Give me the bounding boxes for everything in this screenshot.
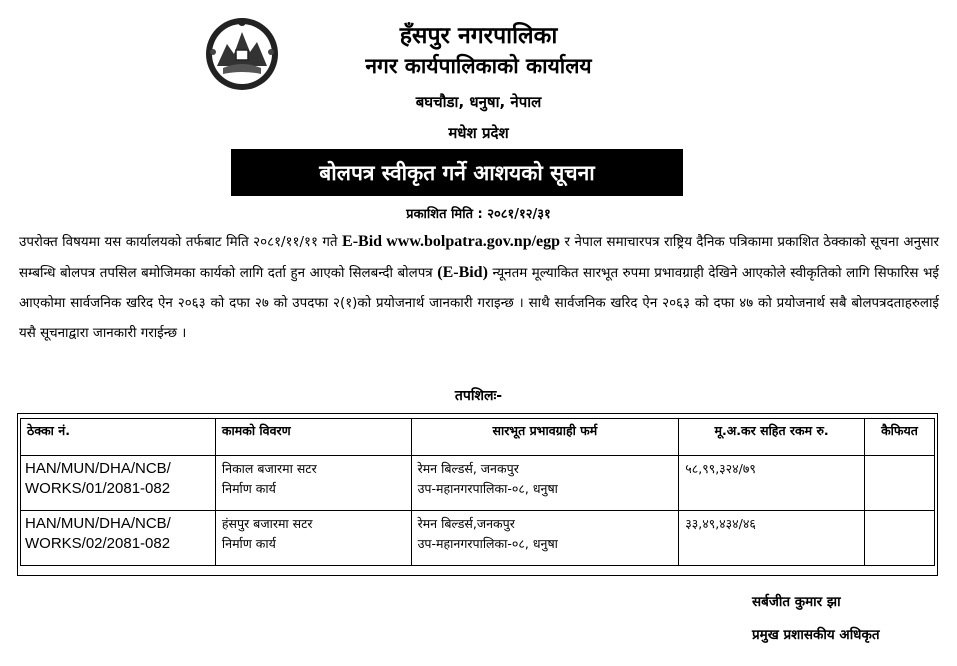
work-description	[215, 456, 411, 511]
firm-line2: उप-महानगरपालिका-०८, धनुषा	[417, 481, 558, 496]
table-row	[21, 456, 935, 511]
work-line2: निर्माण कार्य	[221, 481, 276, 496]
details-table	[20, 418, 935, 566]
contract-no-line1: HAN/MUN/DHA/NCB/	[25, 515, 171, 532]
remarks	[865, 456, 935, 511]
col-header-remarks: कैफियत	[865, 419, 935, 456]
firm-line1: रेमन बिल्डर्स,जनकपुर	[417, 516, 515, 531]
firm-line1: रेमन बिल्डर्स, जनकपुर	[417, 461, 519, 476]
contract-no-line1: HAN/MUN/DHA/NCB/	[25, 460, 171, 477]
municipality-name: हँसपुर नगरपालिका	[399, 23, 558, 49]
firm-name	[411, 456, 679, 511]
published-date: प्रकाशित मिति : २०८१/१२/३१	[406, 207, 551, 222]
details-heading: तपशिलः-	[454, 388, 503, 404]
work-line1: निकाल बजारमा सटर	[221, 461, 317, 476]
details-table-frame	[17, 413, 938, 576]
contract-no-line2: WORKS/01/2081-082	[25, 480, 171, 497]
col-header-work: कामको विवरण	[215, 419, 411, 456]
contract-no	[21, 511, 216, 566]
amount: ५८,९९,३२४/७९	[679, 456, 865, 511]
work-line2: निर्माण कार्य	[221, 536, 276, 551]
signatory-title: प्रमुख प्रशासकीय अधिकृत	[752, 627, 880, 643]
col-header-firm: सारभूत प्रभावग्राही फर्म	[411, 419, 679, 456]
contract-no	[21, 456, 216, 511]
ebid-label: (E-Bid)	[437, 264, 488, 281]
province-name: मधेश प्रदेश	[448, 124, 509, 142]
firm-line2: उप-महानगरपालिका-०८, धनुषा	[417, 536, 558, 551]
amount: ३३,४९,४३४/४६	[679, 511, 865, 566]
body-text-1: उपरोक्त विषयमा यस कार्यालयको तर्फबाट मिति २०८१/११/११ गते	[19, 235, 343, 250]
office-name: नगर कार्यपालिकाको कार्यालय	[365, 54, 592, 78]
work-description	[215, 511, 411, 566]
firm-name	[411, 511, 679, 566]
notice-title: बोलपत्र स्वीकृत गर्ने आशयको सूचना	[231, 149, 683, 196]
signatory-name: सर्बजीत कुमार झा	[752, 594, 841, 610]
table-row	[21, 511, 935, 566]
office-address: बघचौडा, धनुषा, नेपाल	[415, 93, 542, 111]
table-header-row	[21, 419, 935, 456]
col-header-contract-no: ठेक्का नं.	[21, 419, 216, 456]
notice-body	[19, 227, 939, 349]
ebid-link: E-Bid www.bolpatra.gov.np/egp	[342, 233, 561, 250]
contract-no-line2: WORKS/02/2081-082	[25, 535, 171, 552]
work-line1: हंसपुर बजारमा सटर	[221, 516, 313, 531]
col-header-amount: मू.अ.कर सहित रकम रु.	[679, 419, 865, 456]
body-text-3: न्यूनतम मूल्याकित सारभूत रुपमा प्रभावग्राही देखिने आएकोले स्वीकृतिको लागि सिफारिस भई आएकोमा सार्वजनिक खरिद ऐन २०६३ को दफा २७ को उपदफा २(१)को प्रयोजनार्थ जानकारी गराइन्छ । साथै सार्वजनिक खरिद ऐन २०६३ को दफा ४७ को प्रयोजनार्थ सबै बोलपत्रदताहरुलाई यसै सूचनाद्वारा जानकारी गराईन्छ ।	[19, 266, 939, 341]
body-text-2: र नेपाल समाचारपत्र राष्ट्रिय दैनिक पत्रिकामा प्रकाशित ठेक्काको सूचना अनुसार सम्बन्धि बोलपत्र तपसिल बमोजिमका कार्यको लागि दर्ता हुन आएको सिलबन्दी बोलपत्र	[19, 235, 940, 281]
remarks	[865, 511, 935, 566]
